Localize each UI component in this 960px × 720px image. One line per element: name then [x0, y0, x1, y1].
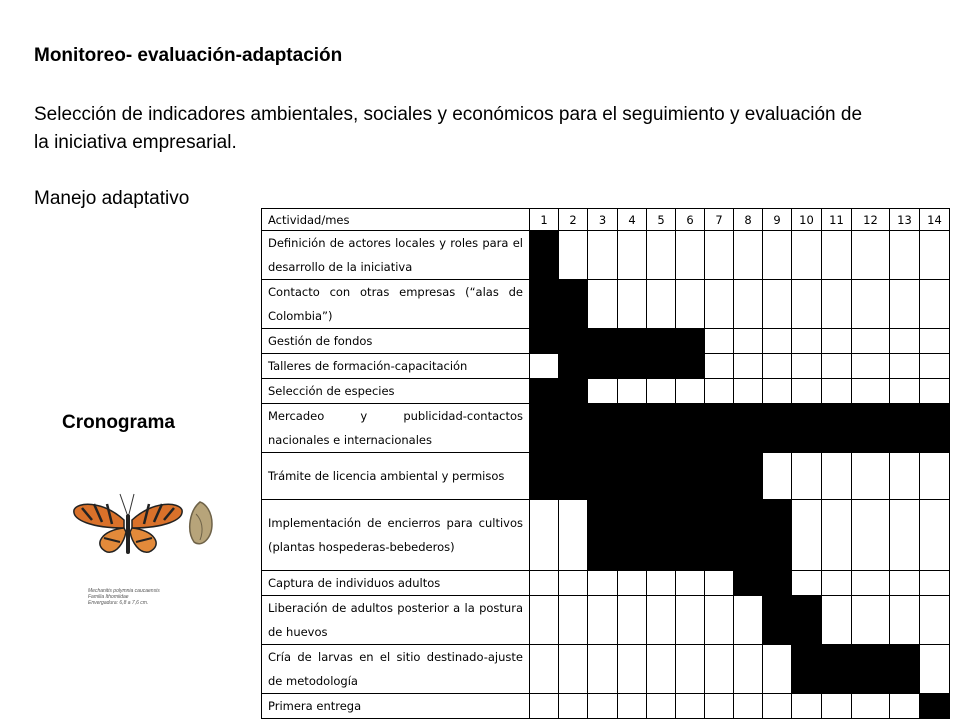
- schedule-cell-active: [588, 500, 618, 571]
- table-row: [262, 596, 950, 645]
- header-month: 3: [588, 209, 618, 231]
- schedule-cell: [920, 280, 950, 329]
- schedule-cell: [763, 231, 792, 280]
- schedule-cell: [890, 354, 920, 379]
- schedule-cell: [822, 379, 852, 404]
- schedule-cell-active: [559, 280, 588, 329]
- header-month: 10: [792, 209, 822, 231]
- schedule-cell-active: [676, 500, 705, 571]
- schedule-cell: [822, 354, 852, 379]
- schedule-cell-active: [588, 404, 618, 453]
- schedule-cell-active: [530, 231, 559, 280]
- schedule-cell-active: [559, 379, 588, 404]
- schedule-cell-active: [763, 596, 792, 645]
- schedule-cell: [734, 645, 763, 694]
- table-row: [262, 453, 950, 500]
- schedule-cell-active: [734, 453, 763, 500]
- header-month: 11: [822, 209, 852, 231]
- image-caption: Mechanitis polymnia caucaensis Familia Ithomiidae Envergadura: 6,8 a 7,6 cm.: [88, 588, 160, 606]
- schedule-cell-active: [734, 500, 763, 571]
- schedule-cell: [559, 596, 588, 645]
- schedule-cell-active: [676, 453, 705, 500]
- schedule-cell: [852, 596, 890, 645]
- activity-label: Gestión de fondos: [262, 329, 530, 354]
- schedule-cell: [763, 329, 792, 354]
- schedule-cell-active: [647, 500, 676, 571]
- schedule-cell: [559, 231, 588, 280]
- schedule-cell: [588, 645, 618, 694]
- table-row: [262, 571, 950, 596]
- schedule-cell: [647, 280, 676, 329]
- schedule-cell: [530, 571, 559, 596]
- page-heading: Monitoreo- evaluación-adaptación: [34, 45, 343, 66]
- schedule-cell-active: [618, 453, 647, 500]
- activity-label: Contacto con otras empresas (“alas de Colombia”): [262, 280, 530, 329]
- subheading-manejo: Manejo adaptativo: [34, 188, 190, 209]
- schedule-cell: [734, 280, 763, 329]
- schedule-cell: [734, 329, 763, 354]
- schedule-cell: [530, 354, 559, 379]
- schedule-cell: [588, 694, 618, 719]
- schedule-cell: [618, 596, 647, 645]
- schedule-cell-active: [588, 453, 618, 500]
- schedule-cell: [588, 379, 618, 404]
- schedule-cell-active: [618, 404, 647, 453]
- schedule-cell-active: [734, 404, 763, 453]
- schedule-cell-active: [734, 571, 763, 596]
- schedule-cell-active: [530, 379, 559, 404]
- schedule-cell: [890, 571, 920, 596]
- activity-label: Cría de larvas en el sitio destinado-ajuste de metodología: [262, 645, 530, 694]
- activity-label: Trámite de licencia ambiental y permisos: [262, 453, 530, 500]
- schedule-cell-active: [890, 404, 920, 453]
- schedule-cell: [822, 500, 852, 571]
- schedule-cell: [705, 596, 734, 645]
- schedule-cell: [890, 694, 920, 719]
- schedule-cell: [530, 596, 559, 645]
- header-month: 4: [618, 209, 647, 231]
- header-month: 2: [559, 209, 588, 231]
- table-row: [262, 500, 950, 571]
- schedule-cell: [588, 231, 618, 280]
- table-header-row: [262, 209, 950, 231]
- schedule-cell: [792, 280, 822, 329]
- schedule-cell-active: [763, 500, 792, 571]
- activity-label: Captura de individuos adultos: [262, 571, 530, 596]
- schedule-cell: [559, 500, 588, 571]
- schedule-cell: [822, 571, 852, 596]
- header-month: 14: [920, 209, 950, 231]
- schedule-cell: [676, 694, 705, 719]
- schedule-cell-active: [705, 500, 734, 571]
- schedule-cell: [530, 645, 559, 694]
- schedule-cell-active: [792, 596, 822, 645]
- schedule-cell-active: [647, 404, 676, 453]
- schedule-cell: [822, 231, 852, 280]
- schedule-cell: [559, 571, 588, 596]
- schedule-cell: [734, 596, 763, 645]
- schedule-cell: [890, 231, 920, 280]
- schedule-cell: [763, 694, 792, 719]
- schedule-cell: [618, 231, 647, 280]
- schedule-cell: [822, 329, 852, 354]
- schedule-cell: [647, 379, 676, 404]
- butterfly-icon: [74, 494, 182, 554]
- schedule-cell: [792, 329, 822, 354]
- chrysalis-icon: [190, 502, 212, 544]
- schedule-cell-active: [530, 329, 559, 354]
- schedule-cell: [792, 231, 822, 280]
- schedule-cell: [763, 453, 792, 500]
- schedule-cell: [559, 694, 588, 719]
- schedule-cell: [676, 596, 705, 645]
- schedule-cell-active: [763, 404, 792, 453]
- schedule-cell-active: [559, 354, 588, 379]
- activity-label: Liberación de adultos posterior a la postura de huevos: [262, 596, 530, 645]
- schedule-cell-active: [822, 645, 852, 694]
- schedule-cell: [920, 500, 950, 571]
- header-month: 8: [734, 209, 763, 231]
- table-row: [262, 280, 950, 329]
- schedule-cell: [676, 571, 705, 596]
- schedule-cell: [792, 571, 822, 596]
- schedule-cell: [618, 280, 647, 329]
- schedule-cell: [822, 453, 852, 500]
- schedule-cell: [618, 379, 647, 404]
- schedule-cell: [852, 354, 890, 379]
- schedule-cell-active: [705, 404, 734, 453]
- activity-label: Selección de especies: [262, 379, 530, 404]
- schedule-cell: [852, 280, 890, 329]
- schedule-cell: [852, 571, 890, 596]
- table-row: [262, 231, 950, 280]
- schedule-cell-active: [792, 645, 822, 694]
- schedule-cell: [676, 379, 705, 404]
- schedule-cell: [647, 645, 676, 694]
- schedule-cell: [705, 280, 734, 329]
- activity-label: Primera entrega: [262, 694, 530, 719]
- header-month: 5: [647, 209, 676, 231]
- schedule-cell: [920, 645, 950, 694]
- schedule-cell: [705, 645, 734, 694]
- schedule-cell: [734, 231, 763, 280]
- schedule-cell: [822, 596, 852, 645]
- schedule-cell-active: [647, 329, 676, 354]
- schedule-cell-active: [920, 694, 950, 719]
- schedule-cell: [920, 329, 950, 354]
- schedule-cell-active: [559, 453, 588, 500]
- schedule-cell: [792, 694, 822, 719]
- schedule-cell-active: [530, 404, 559, 453]
- schedule-cell-active: [618, 354, 647, 379]
- schedule-cell-active: [647, 453, 676, 500]
- table-row: [262, 694, 950, 719]
- header-month: 13: [890, 209, 920, 231]
- schedule-cell: [705, 694, 734, 719]
- header-month: 9: [763, 209, 792, 231]
- schedule-cell: [792, 500, 822, 571]
- butterfly-image: [62, 490, 222, 590]
- schedule-cell: [822, 694, 852, 719]
- schedule-cell: [705, 231, 734, 280]
- schedule-cell: [618, 694, 647, 719]
- schedule-cell: [530, 500, 559, 571]
- table-row: [262, 329, 950, 354]
- schedule-cell-active: [559, 404, 588, 453]
- table-row: [262, 354, 950, 379]
- activity-schedule-table: [261, 208, 950, 719]
- schedule-cell-active: [763, 571, 792, 596]
- schedule-cell-active: [676, 354, 705, 379]
- schedule-cell: [890, 379, 920, 404]
- schedule-cell: [618, 571, 647, 596]
- header-month: 12: [852, 209, 890, 231]
- schedule-cell-active: [920, 404, 950, 453]
- schedule-cell-active: [588, 329, 618, 354]
- table-row: [262, 379, 950, 404]
- header-month: 7: [705, 209, 734, 231]
- schedule-cell: [647, 571, 676, 596]
- schedule-cell: [890, 596, 920, 645]
- schedule-cell: [920, 354, 950, 379]
- schedule-cell-active: [530, 453, 559, 500]
- schedule-cell: [705, 379, 734, 404]
- schedule-cell: [734, 379, 763, 404]
- schedule-cell-active: [822, 404, 852, 453]
- schedule-cell-active: [647, 354, 676, 379]
- schedule-cell: [530, 694, 559, 719]
- schedule-cell: [588, 571, 618, 596]
- schedule-cell: [920, 596, 950, 645]
- schedule-cell: [763, 645, 792, 694]
- schedule-cell: [792, 379, 822, 404]
- schedule-cell: [920, 231, 950, 280]
- activity-label: Talleres de formación-capacitación: [262, 354, 530, 379]
- table-row: [262, 645, 950, 694]
- schedule-cell: [920, 453, 950, 500]
- schedule-cell: [618, 645, 647, 694]
- schedule-cell-active: [676, 404, 705, 453]
- schedule-cell: [705, 354, 734, 379]
- schedule-cell: [676, 280, 705, 329]
- activity-label: Definición de actores locales y roles para el desarrollo de la iniciativa: [262, 231, 530, 280]
- schedule-cell-active: [792, 404, 822, 453]
- schedule-cell-active: [618, 329, 647, 354]
- schedule-cell: [676, 645, 705, 694]
- schedule-cell: [734, 354, 763, 379]
- cronograma-label: Cronograma: [62, 412, 175, 433]
- schedule-cell: [588, 280, 618, 329]
- schedule-cell: [559, 645, 588, 694]
- schedule-cell: [852, 500, 890, 571]
- schedule-cell: [852, 329, 890, 354]
- schedule-cell: [792, 453, 822, 500]
- schedule-cell: [852, 694, 890, 719]
- activity-label: Implementación de encierros para cultivos (plantas hospederas-bebederos): [262, 500, 530, 571]
- activity-label: Mercadeo y publicidad-contactos nacionales e internacionales: [262, 404, 530, 453]
- schedule-cell-active: [890, 645, 920, 694]
- schedule-cell: [647, 231, 676, 280]
- schedule-cell: [920, 571, 950, 596]
- schedule-cell-active: [852, 645, 890, 694]
- schedule-cell: [792, 354, 822, 379]
- schedule-cell: [647, 694, 676, 719]
- header-month: 6: [676, 209, 705, 231]
- schedule-cell: [676, 231, 705, 280]
- schedule-cell: [647, 596, 676, 645]
- schedule-cell-active: [530, 280, 559, 329]
- schedule-cell: [705, 329, 734, 354]
- schedule-cell-active: [852, 404, 890, 453]
- schedule-cell: [763, 354, 792, 379]
- header-month: 1: [530, 209, 559, 231]
- schedule-cell: [852, 453, 890, 500]
- schedule-cell: [890, 500, 920, 571]
- schedule-cell: [588, 596, 618, 645]
- schedule-cell-active: [705, 453, 734, 500]
- schedule-cell: [890, 329, 920, 354]
- schedule-cell: [920, 379, 950, 404]
- schedule-cell-active: [618, 500, 647, 571]
- schedule-cell: [763, 379, 792, 404]
- schedule-cell: [734, 694, 763, 719]
- table-row: [262, 404, 950, 453]
- schedule-cell-active: [588, 354, 618, 379]
- schedule-cell: [763, 280, 792, 329]
- schedule-cell: [822, 280, 852, 329]
- header-activity: Actividad/mes: [262, 209, 530, 231]
- schedule-cell: [705, 571, 734, 596]
- schedule-cell: [890, 280, 920, 329]
- schedule-cell: [890, 453, 920, 500]
- schedule-cell-active: [676, 329, 705, 354]
- schedule-cell-active: [559, 329, 588, 354]
- schedule-cell: [852, 379, 890, 404]
- schedule-cell: [852, 231, 890, 280]
- description-paragraph: Selección de indicadores ambientales, sociales y económicos para el seguimiento y evaluación de la iniciativa empresarial.: [34, 104, 863, 153]
